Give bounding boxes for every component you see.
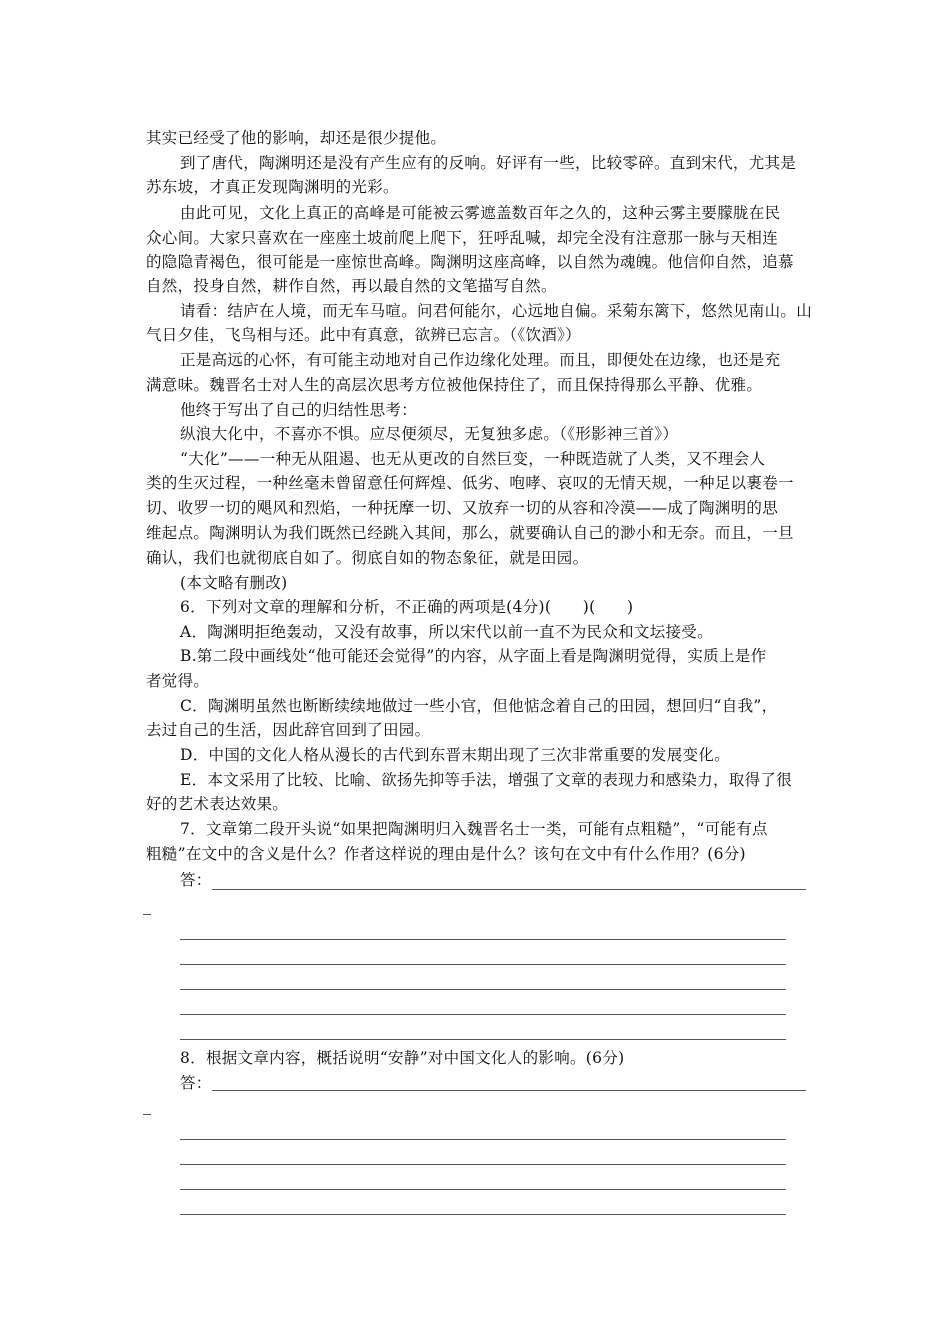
answer-line-stub [143,914,151,915]
question-7-stem-cont: 粗糙”在文中的含义是什么？作者这样说的理由是什么？该句在文中有什么作用？(6分) [146,845,746,863]
revision-note: (本文略有删改) [180,574,288,592]
answer-line[interactable] [180,939,786,940]
passage-line: 气日夕佳，飞鸟相与还。此中有真意，欲辨已忘言。（《饮酒》） [146,326,581,344]
option-e: E．本文采用了比较、比喻、欲扬先抑等手法，增强了文章的表现力和感染力，取得了很 [180,771,793,789]
answer-line[interactable] [212,1090,806,1091]
passage-line: 自然，投身自然，耕作自然，再以最自然的文笔描写自然。 [146,277,557,295]
passage-line: 由此可见，文化上真正的高峰是可能被云雾遮盖数百年之久的，这种云雾主要朦胧在民 [180,204,781,222]
option-e-cont: 好的艺术表达效果。 [146,795,289,813]
passage-line: 正是高远的心怀，有可能主动地对自己作边缘化处理。而且，即便处在边缘，也还是充 [180,351,781,369]
option-b: B.第二段中画线处“他可能还会觉得”的内容，从字面上看是陶渊明觉得，实质上是作 [180,647,767,665]
passage-line: 到了唐代，陶渊明还是没有产生应有的反响。好评有一些，比较零碎。直到宋代，尤其是 [180,154,797,172]
question-8-stem: 8．根据文章内容，概括说明“安静”对中国文化人的影响。(6分) [180,1049,625,1067]
passage-line: 众心间。大家只喜欢在一座座土坡前爬上爬下，狂呼乱喊，却完全没有注意那一脉与天相连 [146,229,779,247]
question-7-stem: 7．文章第二段开头说“如果把陶渊明归入魏晋名士一类，可能有点粗糙”，“可能有点 [180,820,768,838]
passage-line: 其实已经受了他的影响，却还是很少提他。 [146,129,447,147]
option-a: A．陶渊明拒绝轰动，又没有故事，所以宋代以前一直不为民众和文坛接受。 [180,623,713,641]
passage-line: 的隐隐青褐色，很可能是一座惊世高峰。陶渊明这座高峰，以自然为魂魄。他信仰自然，追慕 [146,253,794,271]
option-b-cont: 者觉得。 [146,672,210,690]
passage-line: 确认，我们也就彻底自如了。彻底自如的物态象征，就是田园。 [146,549,589,567]
answer-line[interactable] [180,1014,786,1015]
option-c: C．陶渊明虽然也断断续续地做过一些小官，但他惦念着自己的田园，想回归“自我”， [180,697,778,715]
answer-line[interactable] [180,1039,786,1040]
passage-line: “大化”——一种无从阻遏、也无从更改的自然巨变，一种既造就了人类，又不理会人 [180,450,766,468]
answer-line[interactable] [212,889,806,890]
option-c-cont: 去过自己的生活，因此辞官回到了田园。 [146,721,431,739]
question-6-stem: 6．下列对文章的理解和分析，不正确的两项是(4分)( )( ) [180,598,634,616]
answer-label: 答： [180,1074,212,1092]
passage-line: 他终于写出了自己的归结性思考： [180,401,418,419]
answer-label: 答： [180,871,212,889]
answer-line[interactable] [180,1164,786,1165]
option-d: D．中国的文化人格从漫长的古代到东晋末期出现了三次非常重要的发展变化。 [180,746,730,764]
answer-line[interactable] [180,1139,786,1140]
passage-line: 切、收罗一切的飓风和烈焰，一种抚摩一切、又放弃一切的从容和冷漠——成了陶渊明的思 [146,499,779,517]
answer-line[interactable] [180,1214,786,1215]
passage-line: 类的生灭过程，一种丝毫未曾留意任何辉煌、低劣、咆哮、哀叹的无情天规，一种足以裹卷一 [146,474,794,492]
passage-line: 满意味。魏晋名士对人生的高层次思考方位被他保持住了，而且保持得那么平静、优雅。 [146,376,763,394]
answer-line[interactable] [180,1189,786,1190]
passage-line: 苏东坡，才真正发现陶渊明的光彩。 [146,178,399,196]
passage-line: 纵浪大化中，不喜亦不惧。应尽便须尽，无复独多虑。（《形影神三首》） [180,425,679,443]
answer-line[interactable] [180,964,786,965]
answer-line[interactable] [180,989,786,990]
answer-line-stub [143,1114,151,1115]
passage-line: 维起点。陶渊明认为我们既然已经跳入其间，那么，就要确认自己的渺小和无奈。而且，一旦 [146,524,794,542]
passage-line: 请看：结庐在人境，而无车马喧。问君何能尔，心远地自偏。采菊东篱下，悠然见南山。山 [180,302,813,320]
